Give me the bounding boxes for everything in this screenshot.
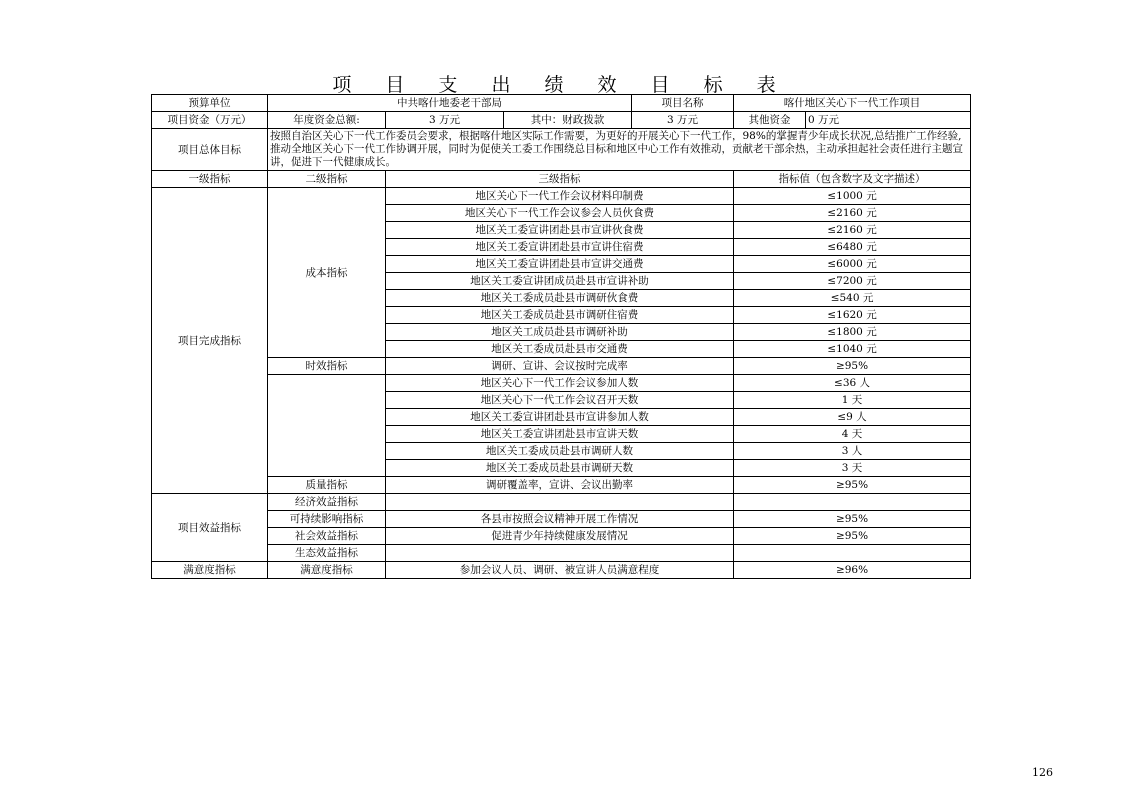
table-row: [152, 545, 971, 562]
quality-indicator-label: 质量指标: [268, 477, 386, 494]
budget-unit-label: 预算单位: [152, 95, 268, 112]
table-row: [152, 528, 971, 545]
table-header-row: [152, 171, 971, 188]
benefit-indicator-label: 项目效益指标: [152, 494, 268, 562]
table-row: [152, 375, 971, 392]
table-row: [152, 511, 971, 528]
indicator-name: 地区关工委宣讲团赴县市宣讲天数: [386, 426, 734, 443]
indicator-name: 地区关工委宣讲团赴县市宣讲参加人数: [386, 409, 734, 426]
table-row: [152, 494, 971, 511]
indicator-name: 地区关工委宣讲团赴县市宣讲交通费: [386, 256, 734, 273]
time-indicator-label: 时效指标: [268, 358, 386, 375]
indicator-name: 促进青少年持续健康发展情况: [386, 528, 734, 545]
indicator-value: ≤36 人: [734, 375, 971, 392]
project-name-label: 项目名称: [632, 95, 734, 112]
project-name-value: 喀什地区关心下一代工作项目: [734, 95, 971, 112]
indicator-value: ≥95%: [734, 511, 971, 528]
annual-funds-value: 3 万元: [386, 112, 504, 129]
indicator-value: [734, 545, 971, 562]
indicator-name: 地区关心下一代工作会议材料印制费: [386, 188, 734, 205]
indicator-name: 地区关心下一代工作会议参加人数: [386, 375, 734, 392]
ecological-benefit-label: 生态效益指标: [268, 545, 386, 562]
social-benefit-label: 社会效益指标: [268, 528, 386, 545]
budget-unit-value: 中共喀什地委老干部局: [268, 95, 632, 112]
indicator-name: 各县市按照会议精神开展工作情况: [386, 511, 734, 528]
indicator-value: 1 天: [734, 392, 971, 409]
indicator-value: ≤1040 元: [734, 341, 971, 358]
satisfaction-sub-label: 满意度指标: [268, 562, 386, 579]
indicator-name: 地区关工委宣讲团赴县市宣讲伙食费: [386, 222, 734, 239]
table-row: [152, 112, 971, 129]
sustainable-impact-label: 可持续影响指标: [268, 511, 386, 528]
indicator-value: ≥96%: [734, 562, 971, 579]
indicator-name: 调研、宣讲、会议按时完成率: [386, 358, 734, 375]
indicator-value: ≤9 人: [734, 409, 971, 426]
indicator-name: 地区关工成员赴县市调研补助: [386, 324, 734, 341]
other-funds-label: 其他资金: [734, 112, 806, 129]
indicator-value: ≤1800 元: [734, 324, 971, 341]
indicator-name: 地区关心下一代工作会议参会人员伙食费: [386, 205, 734, 222]
overall-goal-text: 按照自治区关心下一代工作委员会要求，根据喀什地区实际工作需要，为更好的开展关心下一代工作，98%的掌握青少年成长状况,总结推广工作经验,推动全地区关心下一代工作协调开展，同时为促使关工委工作围绕总目标和地区中心工作有效推动，贡献老干部余热，主动承担起社会责任进行主题宣讲，促进下一代健康成长。: [268, 129, 971, 171]
overall-goal-label: 项目总体目标: [152, 129, 268, 171]
indicator-value: ≤2160 元: [734, 205, 971, 222]
table-row: [152, 129, 971, 171]
indicator-name: 地区关工委成员赴县市调研人数: [386, 443, 734, 460]
quantity-indicator-cell: [268, 375, 386, 477]
cost-indicator-label: 成本指标: [268, 188, 386, 358]
indicator-name: 调研覆盖率，宣讲、会议出勤率: [386, 477, 734, 494]
annual-funds-label: 年度资金总额:: [268, 112, 386, 129]
indicator-value: 3 天: [734, 460, 971, 477]
indicator-name: 地区关工委宣讲团成员赴县市宣讲补助: [386, 273, 734, 290]
indicator-value: ≤6480 元: [734, 239, 971, 256]
economic-benefit-label: 经济效益指标: [268, 494, 386, 511]
indicator-name: 地区关工委成员赴县市调研天数: [386, 460, 734, 477]
indicator-value: ≤1000 元: [734, 188, 971, 205]
indicator-value: ≤7200 元: [734, 273, 971, 290]
fiscal-funds-label: 其中：财政拨款: [504, 112, 632, 129]
indicator-value: ≤540 元: [734, 290, 971, 307]
indicator-value: ≥95%: [734, 477, 971, 494]
indicator-name: 地区关工委成员赴县市调研伙食费: [386, 290, 734, 307]
indicator-name: 地区关工委成员赴县市交通费: [386, 341, 734, 358]
indicator-value: [734, 494, 971, 511]
fiscal-funds-value: 3 万元: [632, 112, 734, 129]
indicator-name: 参加会议人员、调研、被宣讲人员满意程度: [386, 562, 734, 579]
indicator-value: 4 天: [734, 426, 971, 443]
indicator-value: 3 人: [734, 443, 971, 460]
table-row: [152, 95, 971, 112]
completion-indicator-label: 项目完成指标: [152, 188, 268, 494]
table-row: [152, 562, 971, 579]
indicator-value: ≥95%: [734, 528, 971, 545]
column-header-value: 指标值（包含数字及文字描述）: [734, 171, 971, 188]
page-title: 项 目 支 出 绩 效 目 标 表: [332, 74, 790, 96]
indicator-name: [386, 494, 734, 511]
indicator-value: ≤2160 元: [734, 222, 971, 239]
table-row: [152, 477, 971, 494]
column-header-level3: 三级指标: [386, 171, 734, 188]
performance-target-table: [151, 94, 971, 579]
column-header-level2: 二级指标: [268, 171, 386, 188]
indicator-name: 地区关心下一代工作会议召开天数: [386, 392, 734, 409]
indicator-name: 地区关工委宣讲团赴县市宣讲住宿费: [386, 239, 734, 256]
table-row: [152, 358, 971, 375]
table-row: [152, 188, 971, 205]
indicator-name: [386, 545, 734, 562]
satisfaction-indicator-label: 满意度指标: [152, 562, 268, 579]
page-number: 126: [1032, 766, 1053, 779]
column-header-level1: 一级指标: [152, 171, 268, 188]
indicator-value: ≤6000 元: [734, 256, 971, 273]
indicator-value: ≤1620 元: [734, 307, 971, 324]
indicator-value: ≥95%: [734, 358, 971, 375]
indicator-name: 地区关工委成员赴县市调研住宿费: [386, 307, 734, 324]
other-funds-value: 0 万元: [806, 112, 971, 129]
funds-label: 项目资金（万元）: [152, 112, 268, 129]
